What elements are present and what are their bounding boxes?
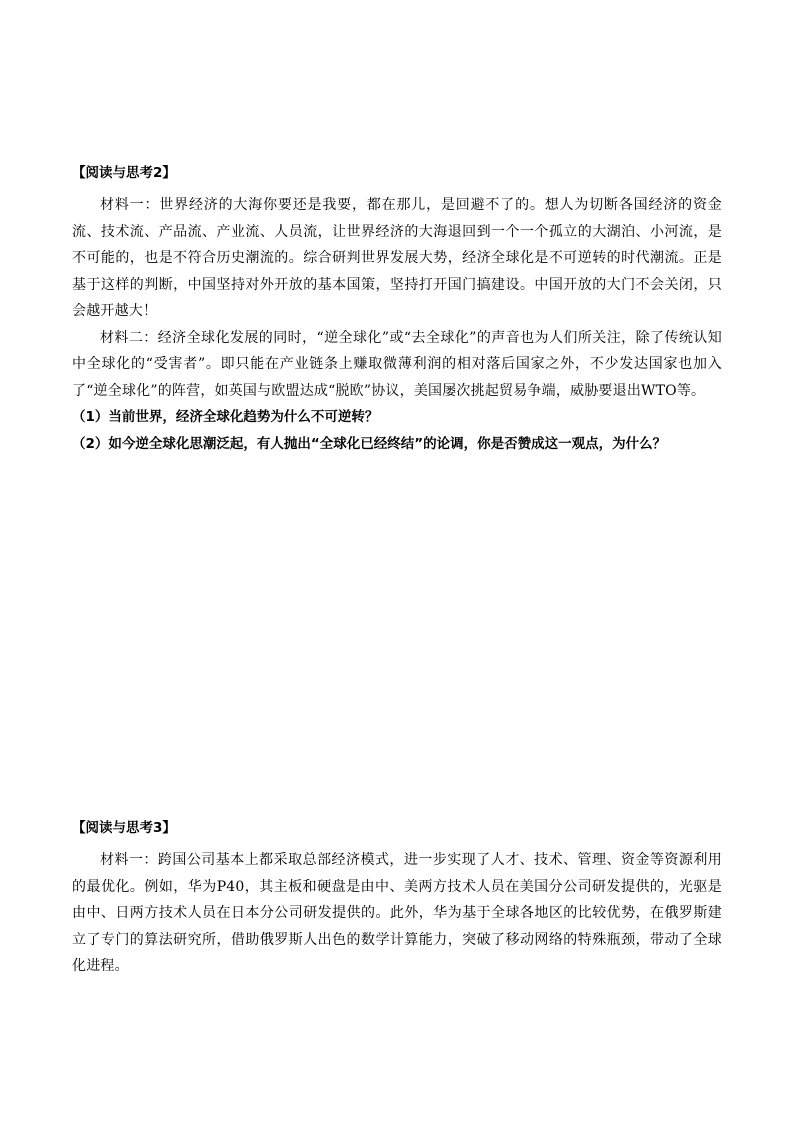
material-paragraph-1: 材料一：跨国公司基本上都采取总部经济模式，进一步实现了人才、技术、管理、资金等资源利用的最优化。例如，华为P40，其主板和硬盘是由中、美两方技术人员在美国分公司研发提供的，光驱是由中、日两方技术人员在日本分公司研发提供的。此外，华为基于全球各地区的比较优势，在俄罗斯建立了专门的算法研究所，借助俄罗斯人出色的数学计算能力，突破了移动网络的特殊瓶颈，带动了全球化进程。: [72, 852, 722, 974]
question-1: （1）当前世界，经济全球化趋势为什么不可逆转？: [72, 409, 379, 425]
section-heading: 【阅读与思考2】: [72, 165, 176, 181]
reading-section-2: [72, 163, 722, 457]
question-2: （2）如今逆全球化思潮泛起，有人抛出“全球化已经终结”的论调，你是否赞成这一观点，为什么？: [72, 435, 667, 452]
section-heading: 【阅读与思考3】: [72, 820, 176, 836]
reading-section-3: [72, 818, 722, 980]
material-paragraph-1: 材料一：世界经济的大海你要还是我要，都在那儿，是回避不了的。想人为切断各国经济的资金流、技术流、产品流、产业流、人员流，让世界经济的大海退回到一个一个孤立的大湖泊、小河流，是不可能的，也是不符合历史潮流的。综合研判世界发展大势，经济全球化是不可逆转的时代潮流。正是基于这样的判断，中国坚持对外开放的基本国策，坚持打开国门搞建设。中国开放的大门不会关闭，只会越开越大！: [72, 197, 722, 319]
material-paragraph-2: 材料二：经济全球化发展的同时，“逆全球化”或“去全球化”的声音也为人们所关注，除了传统认知中全球化的“受害者”。即只能在产业链条上赚取微薄利润的相对落后国家之外，不少发达国家也加入了“逆全球化”的阵营，如英国与欧盟达成“脱欧”协议，美国屡次挑起贸易争端，威胁要退出WTO等。: [72, 329, 722, 399]
